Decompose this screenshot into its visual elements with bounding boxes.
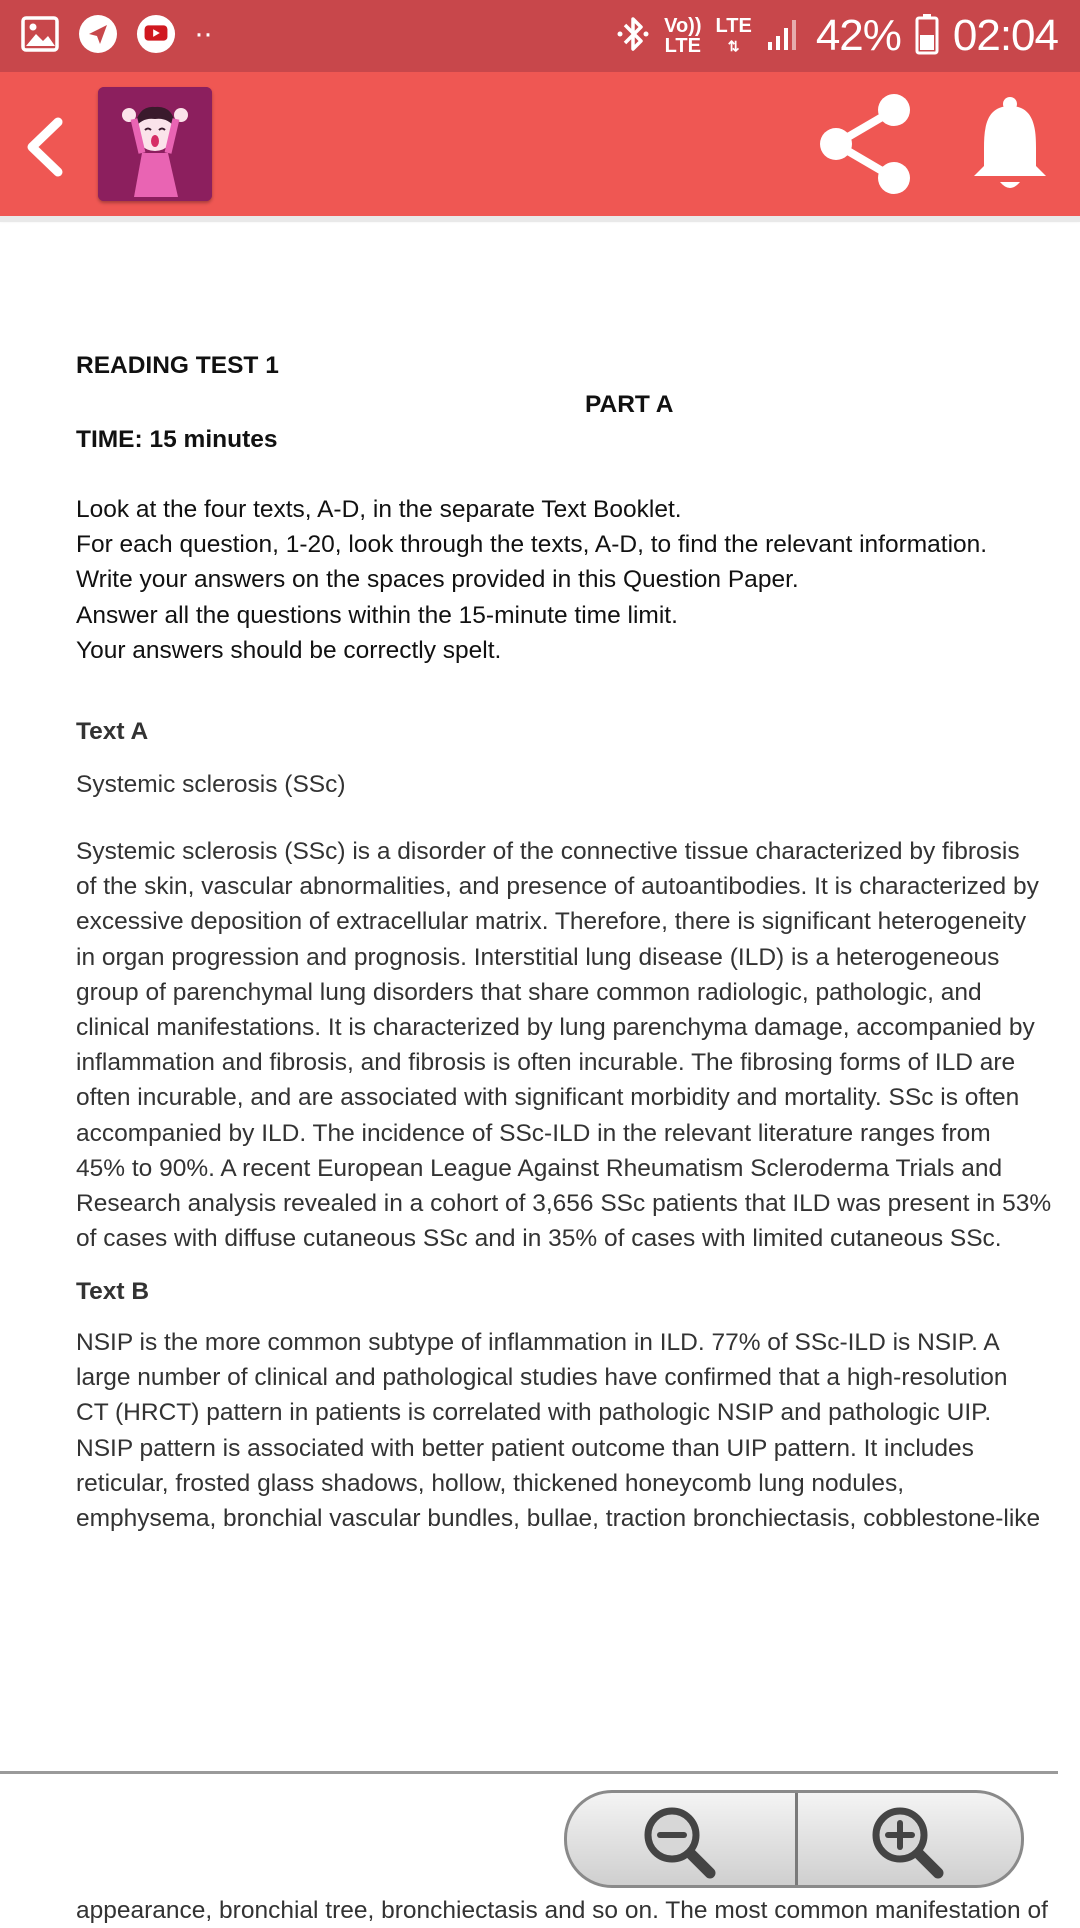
page-separator <box>0 1771 1058 1774</box>
time-limit: TIME: 15 minutes <box>76 426 278 453</box>
girl-avatar-icon <box>98 87 212 201</box>
system-status <box>616 8 1058 64</box>
text-a-body: Systemic sclerosis (SSc) is a disorder of the connective tissue characterized by fibrosis of the skin, vascular abnormalities, and presence of autoantibodies. It is characterized by excessive deposition of extracellular matrix. Therefore, there is significant heterogeneity in organ progression and prognosis. Interstitial lung disease (ILD) is a heterogeneous group of parenchymal lung disorders that share common radiologic, pathologic, and clinical manifestations. It is characterized by lung parenchyma damage, accompanied by inflammation and fibrosis, and fibrosis is often incurable. The fibrosing forms of ILD are often incurable, and are associated with significant morbidity and mortality. SSc is often accompanied by ILD. The incidence of SSc-ILD in the relevant literature ranges from 45% to 90%. A recent European League Against Rheumatism Scleroderma Trials and Research analysis revealed in a cohort of 3,656 SSc patients that ILD was present in 53% of cases with diffuse cutaneous SSc and in 35% of cases with limited cutaneous SSc. <box>76 838 1052 1253</box>
zoom-in-button[interactable] <box>795 1793 1021 1885</box>
telegram-icon <box>78 14 118 54</box>
test-title: READING TEST 1 <box>76 352 279 379</box>
zoom-out-icon <box>632 1799 728 1879</box>
instructions <box>76 492 1076 668</box>
back-button[interactable] <box>18 112 78 182</box>
lte-indicator: LTE ⇅ <box>715 15 752 54</box>
app-bar-shadow <box>0 216 1080 222</box>
next-page-text: appearance, bronchial tree, bronchiectasis and so on. The most common manifestation of <box>76 1897 1048 1924</box>
text-b-heading: Text B <box>76 1278 150 1305</box>
text-a-subtitle: Systemic sclerosis (SSc) <box>76 771 346 798</box>
zoom-in-icon <box>860 1799 956 1879</box>
battery-icon <box>915 13 939 60</box>
bell-icon <box>960 90 1060 198</box>
instruction-line: For each question, 1-20, look through the texts, A-D, to find the relevant information. <box>76 531 988 559</box>
text-a-heading: Text A <box>76 718 149 745</box>
battery-percent: 42% <box>815 11 901 60</box>
instruction-line: Answer all the questions within the 15-minute time limit. <box>76 601 678 629</box>
instruction-line: Look at the four texts, A-D, in the separate Text Booklet. <box>76 496 682 523</box>
instruction-line: Write your answers on the spaces provided in this Question Paper. <box>76 566 799 594</box>
back-arrow-icon <box>18 112 78 182</box>
youtube-icon <box>136 14 176 54</box>
share-icon <box>810 90 918 198</box>
app-bar <box>0 72 1080 216</box>
share-button[interactable] <box>810 90 918 198</box>
more-notifications: ·· <box>194 17 212 50</box>
notification-button[interactable] <box>960 90 1060 198</box>
signal-icon <box>766 18 802 55</box>
text-b-body: NSIP is the more common subtype of inflammation in ILD. 77% of SSc-ILD is NSIP. A large number of clinical and pathological studies have confirmed that a high-resolution CT (HRCT) pattern in patients is correlated with pathologic NSIP and pathologic UIP. NSIP pattern is associated with better patient outcome than UIP pattern. It includes reticular, frosted glass shadows, hollow, thickened honeycomb lung nodules, emphysema, bronchial vascular bundles, bullae, traction bronchiectasis, cobblestone-like <box>76 1329 1041 1532</box>
instruction-line: Your answers should be correctly spelt. <box>76 636 502 664</box>
part-heading: PART A <box>585 391 674 418</box>
notification-icons <box>20 14 212 54</box>
zoom-controls <box>564 1790 1024 1888</box>
zoom-out-button[interactable] <box>567 1793 793 1885</box>
clock: 02:04 <box>952 11 1058 60</box>
status-bar <box>0 0 1080 72</box>
app-logo[interactable] <box>98 87 212 201</box>
volte-indicator: Vo)) LTE <box>664 15 702 57</box>
bluetooth-icon <box>616 13 650 60</box>
gallery-icon <box>20 14 60 54</box>
